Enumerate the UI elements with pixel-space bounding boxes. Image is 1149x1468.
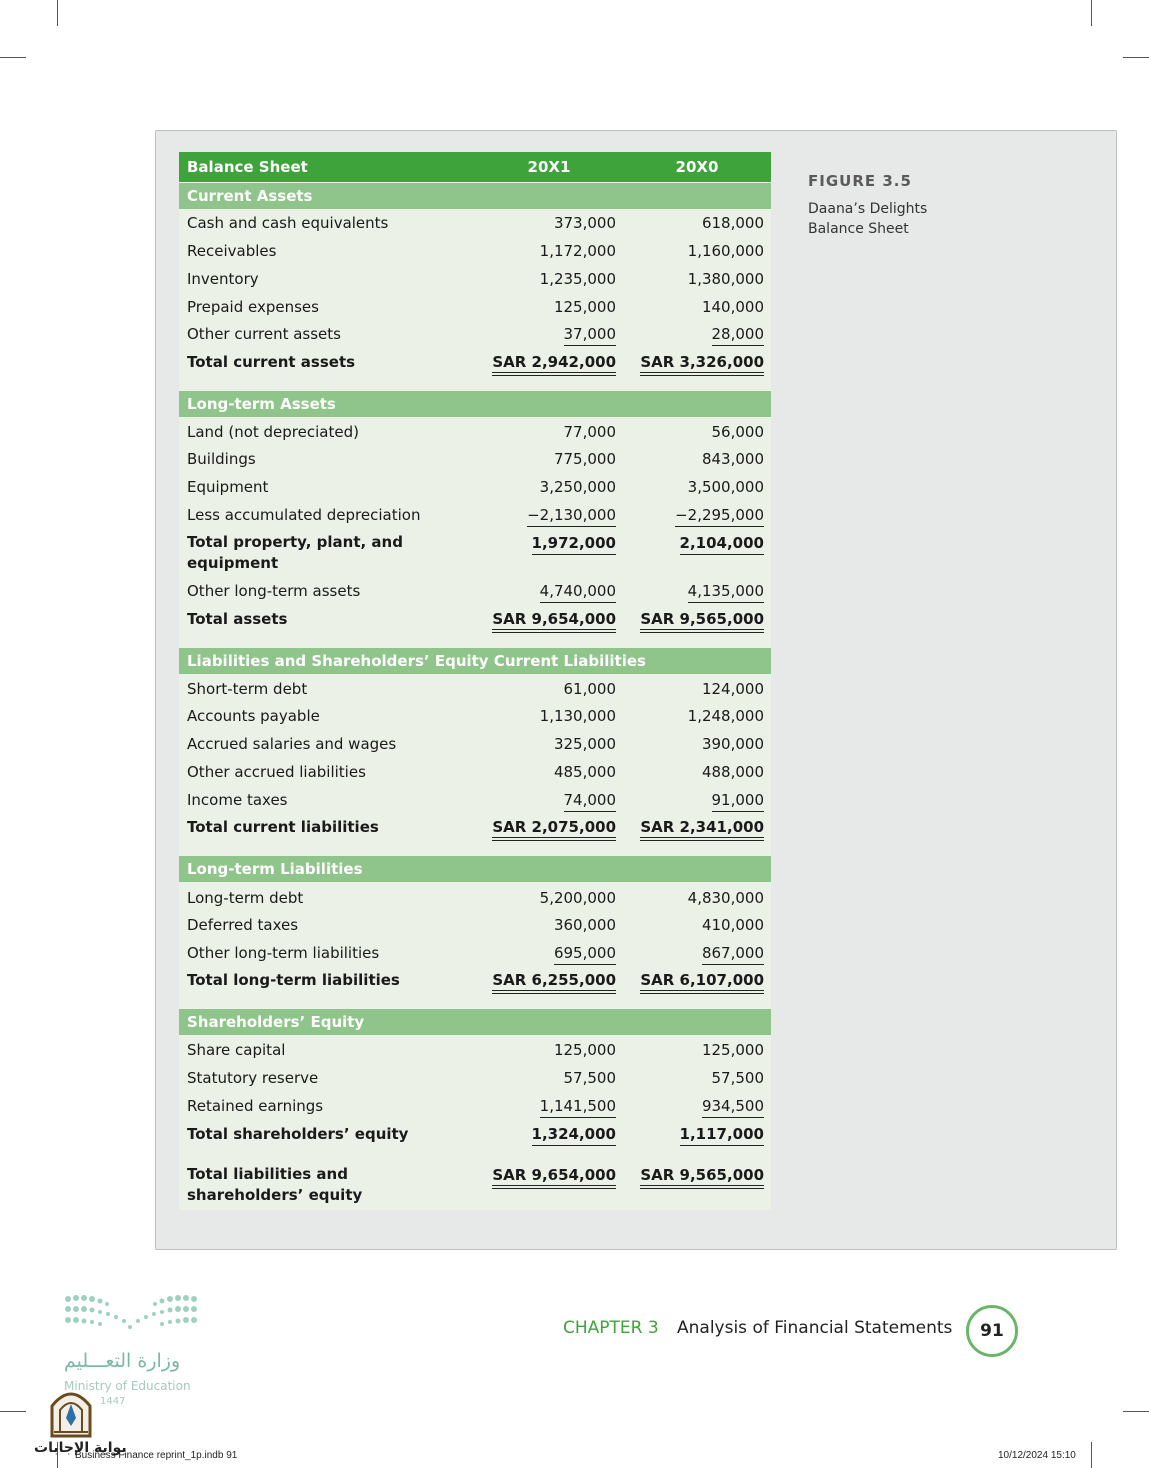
row-label: Land (not depreciated) bbox=[187, 423, 359, 441]
row-label: Other current assets bbox=[187, 325, 341, 343]
row-label: Total current assets bbox=[187, 353, 356, 371]
value-20x1: 1,235,000 bbox=[539, 270, 616, 288]
value-20x0: 618,000 bbox=[701, 214, 764, 232]
header-20x0: 20X0 bbox=[675, 158, 719, 176]
section-label: Liabilities and Shareholders’ Equity Current Liabilities bbox=[187, 652, 646, 670]
value-20x0: 57,500 bbox=[711, 1069, 764, 1087]
header-label: Balance Sheet bbox=[187, 158, 308, 176]
value-20x0: 410,000 bbox=[701, 916, 764, 934]
row-label: Total current liabilities bbox=[187, 818, 379, 836]
value-20x0: 91,000 bbox=[712, 790, 765, 812]
ministry-year: 1447 bbox=[100, 1396, 126, 1407]
value-20x1: 61,000 bbox=[563, 680, 616, 698]
crop-mark bbox=[1123, 1411, 1149, 1412]
row-label: Retained earnings bbox=[187, 1097, 324, 1115]
row-label: Accounts payable bbox=[187, 707, 320, 725]
crop-mark bbox=[1123, 57, 1149, 58]
value-20x1: 1,130,000 bbox=[539, 707, 616, 725]
row-label: Total shareholders’ equity bbox=[187, 1125, 409, 1143]
crop-mark bbox=[1091, 1442, 1092, 1468]
value-20x1: 3,250,000 bbox=[539, 478, 616, 496]
table-row bbox=[179, 702, 771, 730]
figure-caption-line: Balance Sheet bbox=[808, 221, 909, 237]
grand-total-row bbox=[179, 1161, 771, 1209]
value-20x0: 934,500 bbox=[702, 1096, 764, 1118]
ministry-name-english: Ministry of Education bbox=[64, 1379, 191, 1393]
value-20x1: −2,130,000 bbox=[527, 505, 616, 527]
value-20x0: 124,000 bbox=[701, 680, 764, 698]
section-label: Long-term Assets bbox=[187, 395, 336, 413]
value-20x1: SAR 9,654,000 bbox=[492, 1165, 616, 1189]
print-slug-date: 10/12/2024 15:10 bbox=[998, 1450, 1076, 1461]
table-row bbox=[179, 473, 771, 501]
table-row bbox=[179, 265, 771, 293]
value-20x1: 325,000 bbox=[553, 735, 616, 753]
crop-mark bbox=[1091, 0, 1092, 26]
section-header bbox=[179, 1009, 771, 1035]
value-20x1: 74,000 bbox=[564, 790, 617, 812]
value-20x1: 485,000 bbox=[553, 763, 616, 781]
print-slug-file: Business Finance reprint_1p.indb 91 bbox=[75, 1450, 238, 1461]
row-label: Buildings bbox=[187, 450, 256, 468]
table-row bbox=[179, 786, 771, 814]
section-label: Long-term Liabilities bbox=[187, 860, 363, 878]
value-20x0: 1,248,000 bbox=[687, 707, 764, 725]
value-20x1: SAR 9,654,000 bbox=[492, 609, 616, 633]
row-label: Total assets bbox=[187, 610, 288, 628]
value-20x0: −2,295,000 bbox=[675, 505, 764, 527]
page-number: 91 bbox=[966, 1305, 1018, 1357]
value-20x1: 1,141,500 bbox=[540, 1096, 616, 1118]
row-label: Long-term debt bbox=[187, 889, 304, 907]
row-label: Other long-term liabilities bbox=[187, 944, 380, 962]
table-row bbox=[179, 577, 771, 605]
row-label: Less accumulated depreciation bbox=[187, 506, 421, 524]
value-20x1: SAR 2,942,000 bbox=[492, 352, 616, 376]
row-label: Other long-term assets bbox=[187, 582, 361, 600]
row-label: Cash and cash equivalents bbox=[187, 214, 389, 232]
table-row bbox=[179, 209, 771, 237]
row-label: Inventory bbox=[187, 270, 259, 288]
table-row bbox=[179, 293, 771, 321]
value-20x0: 843,000 bbox=[701, 450, 764, 468]
value-20x1: 1,172,000 bbox=[539, 242, 616, 260]
table-row bbox=[179, 675, 771, 703]
row-label: Total long-term liabilities bbox=[187, 971, 400, 989]
value-20x0: SAR 6,107,000 bbox=[640, 970, 764, 994]
value-20x1: 373,000 bbox=[553, 214, 616, 232]
table-row bbox=[179, 884, 771, 912]
table-row bbox=[179, 445, 771, 473]
table-row bbox=[179, 1092, 771, 1120]
value-20x1: 125,000 bbox=[553, 1041, 616, 1059]
section-label: Shareholders’ Equity bbox=[187, 1013, 365, 1031]
value-20x1: SAR 2,075,000 bbox=[492, 817, 616, 841]
figure-caption-line: Daana’s Delights bbox=[808, 201, 928, 217]
section-header bbox=[179, 183, 771, 209]
value-20x0: 390,000 bbox=[701, 735, 764, 753]
value-20x1: 5,200,000 bbox=[539, 889, 616, 907]
value-20x1: 1,324,000 bbox=[532, 1124, 616, 1146]
value-20x1: 37,000 bbox=[564, 324, 617, 346]
row-label: Total liabilities and shareholders’ equity bbox=[187, 1165, 363, 1204]
row-label: Total property, plant, and equipment bbox=[187, 533, 403, 572]
value-20x0: SAR 2,341,000 bbox=[640, 817, 764, 841]
crop-mark bbox=[0, 57, 26, 58]
value-20x0: 4,135,000 bbox=[688, 581, 764, 603]
ministry-name-arabic: وزارة التعـــليم bbox=[64, 1350, 181, 1372]
value-20x0: 2,104,000 bbox=[680, 533, 764, 555]
row-label: Short-term debt bbox=[187, 680, 308, 698]
table-row bbox=[179, 911, 771, 939]
value-20x0: 1,160,000 bbox=[687, 242, 764, 260]
value-20x0: 56,000 bbox=[711, 423, 764, 441]
row-label: Share capital bbox=[187, 1041, 286, 1059]
value-20x1: 360,000 bbox=[553, 916, 616, 934]
section-header bbox=[179, 391, 771, 417]
total-row bbox=[179, 1120, 771, 1148]
table-row bbox=[179, 237, 771, 265]
table-row bbox=[179, 939, 771, 967]
table-row bbox=[179, 758, 771, 786]
value-20x0: 867,000 bbox=[702, 943, 764, 965]
row-label: Deferred taxes bbox=[187, 916, 299, 934]
chapter-title: Analysis of Financial Statements bbox=[677, 1318, 953, 1338]
value-20x0: 140,000 bbox=[701, 298, 764, 316]
value-20x0: 1,380,000 bbox=[687, 270, 764, 288]
value-20x1: 57,500 bbox=[563, 1069, 616, 1087]
total-row bbox=[179, 813, 771, 841]
chapter-label: CHAPTER 3 bbox=[563, 1318, 659, 1338]
table-row bbox=[179, 1064, 771, 1092]
table-row bbox=[179, 501, 771, 529]
row-label: Income taxes bbox=[187, 791, 288, 809]
row-label: Equipment bbox=[187, 478, 269, 496]
value-20x1: SAR 6,255,000 bbox=[492, 970, 616, 994]
crop-mark bbox=[57, 0, 58, 26]
crop-mark bbox=[0, 1411, 26, 1412]
value-20x1: 77,000 bbox=[563, 423, 616, 441]
value-20x0: SAR 9,565,000 bbox=[640, 609, 764, 633]
row-label: Receivables bbox=[187, 242, 277, 260]
value-20x0: 3,500,000 bbox=[687, 478, 764, 496]
value-20x0: SAR 3,326,000 bbox=[640, 352, 764, 376]
section-label: Current Assets bbox=[187, 187, 313, 205]
total-row bbox=[179, 605, 771, 633]
value-20x0: 1,117,000 bbox=[680, 1124, 764, 1146]
value-20x1: 775,000 bbox=[553, 450, 616, 468]
ministry-logo-dots bbox=[64, 1293, 198, 1335]
total-row bbox=[179, 529, 771, 577]
table-row bbox=[179, 1036, 771, 1064]
site-logo-text: بوابة الإجابات bbox=[34, 1440, 127, 1456]
section-header bbox=[179, 856, 771, 882]
site-logo-icon bbox=[48, 1388, 94, 1438]
value-20x1: 695,000 bbox=[554, 943, 616, 965]
row-label: Other accrued liabilities bbox=[187, 763, 366, 781]
section-header bbox=[179, 648, 771, 674]
total-row bbox=[179, 348, 771, 376]
value-20x1: 1,972,000 bbox=[532, 533, 616, 555]
table-row bbox=[179, 418, 771, 446]
figure-caption bbox=[808, 199, 958, 239]
value-20x1: 4,740,000 bbox=[540, 581, 616, 603]
figure-number: FIGURE 3.5 bbox=[808, 172, 912, 190]
table-row bbox=[179, 320, 771, 348]
row-label: Prepaid expenses bbox=[187, 298, 319, 316]
value-20x0: SAR 9,565,000 bbox=[640, 1165, 764, 1189]
total-row bbox=[179, 966, 771, 994]
row-label: Accrued salaries and wages bbox=[187, 735, 397, 753]
table-row bbox=[179, 730, 771, 758]
value-20x0: 28,000 bbox=[712, 324, 765, 346]
value-20x0: 125,000 bbox=[701, 1041, 764, 1059]
value-20x1: 125,000 bbox=[553, 298, 616, 316]
row-label: Statutory reserve bbox=[187, 1069, 319, 1087]
table-header bbox=[179, 152, 771, 182]
header-20x1: 20X1 bbox=[527, 158, 571, 176]
value-20x0: 4,830,000 bbox=[687, 889, 764, 907]
value-20x0: 488,000 bbox=[701, 763, 764, 781]
